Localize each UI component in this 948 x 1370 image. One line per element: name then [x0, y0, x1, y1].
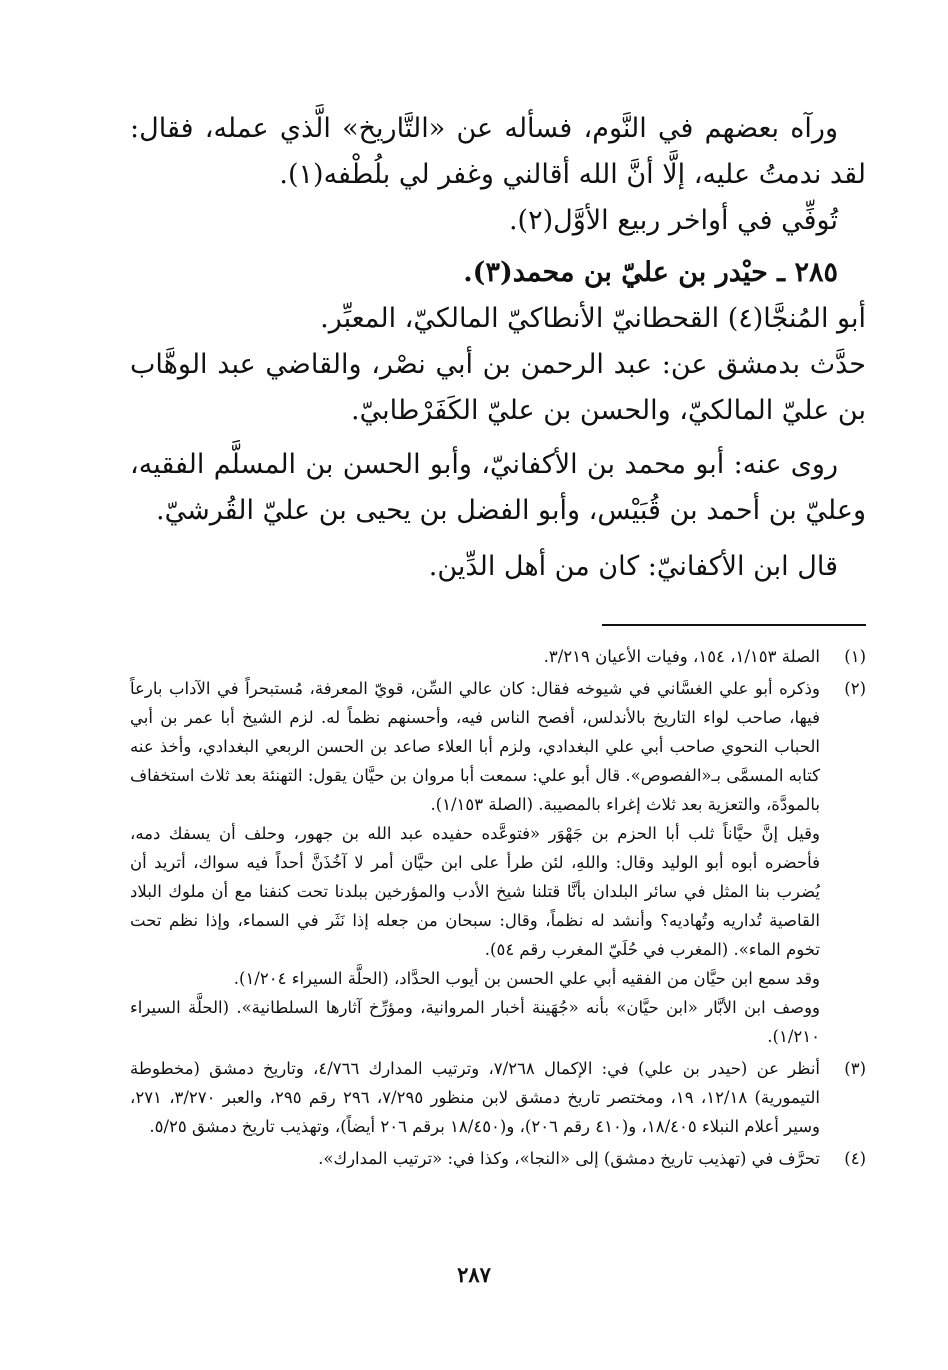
footnote-text — [130, 1054, 820, 1141]
footnote-number: (٤) — [844, 1149, 866, 1168]
paragraph-narrated-by: روى عنه: أبو محمد بن الأكفانيّ، وأبو الحسن بن المسلَّم الفقيه، وعليّ بن أحمد بن قُبَيْس، وأبو الفضل بن يحيى بن عليّ القُرشيّ. — [130, 449, 866, 526]
footnote — [130, 642, 866, 671]
paragraph-narrated-from: حدَّث بدمشق عن: عبد الرحمن بن أبي نصْر، والقاضي عبد الوهَّاب بن عليّ المالكيّ، والحسن بن عليّ الكَفَرْطابيّ. — [130, 349, 866, 426]
footnote — [130, 674, 866, 1051]
paragraph-death: تُوفِّي في أواخر ربيع الأوَّل(٢). — [508, 205, 838, 236]
footnote-number: (٣) — [844, 1059, 866, 1078]
footnote-text — [130, 1144, 820, 1173]
footnote-paragraph: أنظر عن (حيدر بن علي) في: الإكمال ٧/٢٦٨، وترتيب المدارك ٤/٧٦٦، وتاريخ دمشق (مخطوطة التيمورية) ١٢/١٨، ١٩، ومختصر تاريخ دمشق لابن منظور ٧/٢٩٥، ٢٩٦ رقم ٢٩٥، والعبر ٣/٢٧٠، ٢٧١، وسير أعلام النبلاء ١٨/٤٠٥، و(٤١٠ رقم ٢٠٦)، و(١٨/٤٥٠ برقم ٢٠٦ أيضاً)، وتهذيب تاريخ دمشق ٥/٢٥. — [130, 1059, 820, 1136]
paragraph-dream: ورآه بعضهم في النَّوم، فسأله عن «التَّاريخ» الَّذي عمله، فقال: لقد ندمتُ عليه، إلَّا أنَّ الله أقالني وغفر لي بلُطْفه(١). — [130, 113, 866, 190]
footnote-paragraph: تحرَّف في (تهذيب تاريخ دمشق) إلى «النجا»، وكذا في: «ترتيب المدارك». — [318, 1149, 820, 1168]
footnote-paragraph: وقيل إنَّ حيَّاناً ثلب أبا الحزم بن جَهْوَر «فتوعَّده حفيده عبد الله بن جهور، وحلف أن يسفك دمه، فأحضره أبوه أبو الوليد وقال: واللهِ، لئن طرأ على ابن حيَّان أمر لا آخُذَنَّ أحداً فيه سواك، أتريد أن يُضرب بنا المثل في سائر البلدان بأنَّا قتلنا شيخ الأدب والمؤرخين ببلدنا تحت كنفنا مع أن ملوك البلاد القاصية تُداريه وتُهاديه؟ وأنشد له نظماً، وقال: سبحان من جعله إذا نَثَر في السماء، وإذا نظم تحت تخوم الماء». (المغرب في حُلَيّ المغرب رقم ٥٤). — [130, 824, 820, 959]
paragraph-quote: قال ابن الأكفانيّ: كان من أهل الدِّين. — [428, 551, 838, 582]
main-text — [130, 106, 866, 590]
footnote-separator — [602, 624, 866, 626]
footnote — [130, 1144, 866, 1173]
footnote-text — [130, 674, 820, 1051]
page-number: ٢٨٧ — [457, 1262, 491, 1287]
footnote-paragraph: الصلة ١/١٥٣، ١٥٤، وفيات الأعيان ٣/٢١٩. — [543, 647, 820, 666]
footnote-text — [130, 642, 820, 671]
footnote-paragraph: ووصف ابن الأبَّار «ابن حيَّان» بأنه «جُهَينة أخبار المروانية، ومؤرِّخ آثارها السلطانية». (الحلَّة السيراء ١/٢١٠). — [130, 998, 820, 1046]
footnote-paragraph: وقد سمع ابن حيَّان من الفقيه أبي علي الحسن بن أيوب الحدَّاد، (الحلَّة السيراء ١/٢٠٤). — [233, 969, 820, 988]
footnote-paragraph: وذكره أبو علي الغسَّاني في شيوخه فقال: كان عالي السِّن، قويّ المعرفة، مُستبحراً في الآداب بارعاً فيها، صاحب لواء التاريخ بالأندلس، أفصح الناس فيه، وأحسنهم نظماً له. لزم الشيخ أبا عمر بن أبي الحباب النحوي صاحب أبي علي البغدادي، ولزم أبا العلاء صاعد بن الحسن الربعي البغدادي، وأخذ عنه كتابه المسمَّى بـ«الفصوص». قال أبو علي: سمعت أبا مروان بن حيَّان يقول: التهنئة بعد ثلاث استخفاف بالمودَّة، والتعزية بعد ثلاث إغراء بالمصيبة. (الصلة ١/١٥٣). — [130, 679, 820, 814]
footnote — [130, 1054, 866, 1141]
footnote-number: (٢) — [844, 679, 866, 698]
footnotes — [130, 642, 866, 1173]
paragraph-kunya: أبو المُنجَّا(٤) القحطانيّ الأنطاكيّ المالكيّ، المعبِّر. — [320, 303, 866, 334]
entry-heading: ٢٨٥ ـ حيْدر بن عليّ بن محمد(٣). — [463, 257, 838, 288]
footnote-number: (١) — [844, 647, 866, 666]
